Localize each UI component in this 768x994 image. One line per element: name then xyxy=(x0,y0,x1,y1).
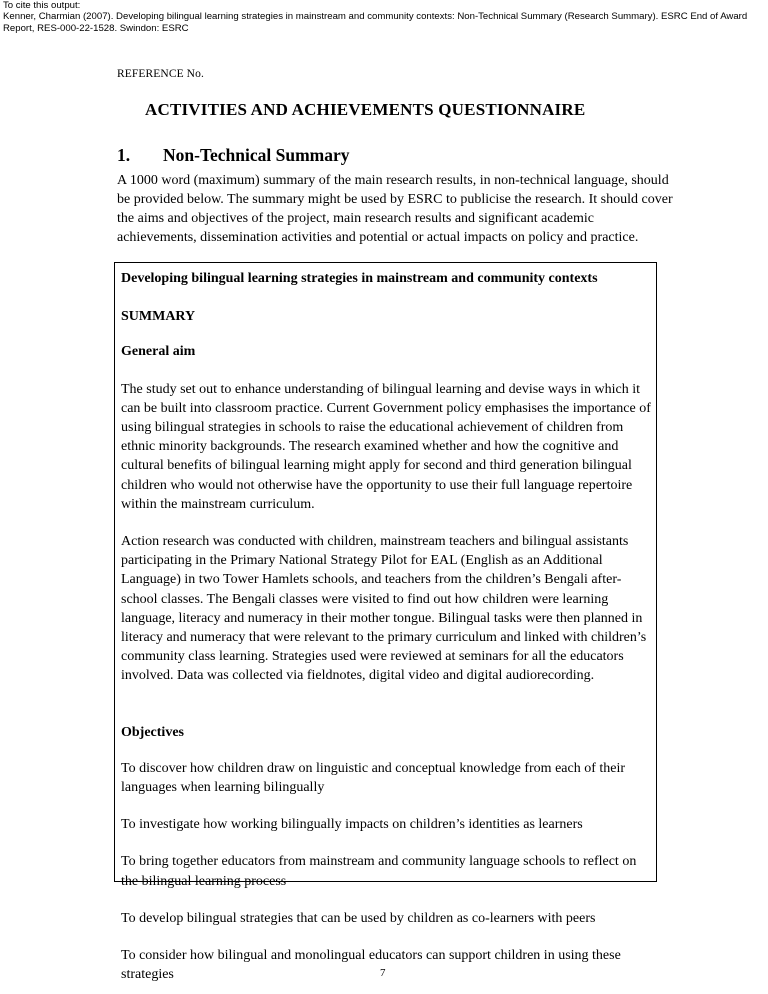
objective-item: To bring together educators from mainstream and community language schools to reflect on the bilingual learning process xyxy=(121,854,637,889)
objective-item: To develop bilingual strategies that can be used by children as co-learners with peers xyxy=(121,910,596,926)
general-aim-paragraph-2: Action research was conducted with children, mainstream teachers and bilingual assistants participating in the Primary National Strategy Pilot for EAL (English as an Additional Language) in two Tower Hamlets schools, and teachers from the children’s Bengali after-school classes. The Bengali classes were visited to find out how children were learning language, literacy and numeracy in their mother tongue. Bilingual tasks were then planned in literacy and numeracy that were relevant to the primary curriculum and linked with children’s community class learning. Strategies used were reviewed at seminars for all the educators involved. Data was collected via fieldnotes, digital video and digital audiorecording. xyxy=(121,534,647,684)
general-aim-heading: General aim xyxy=(121,344,196,360)
objective-item: To investigate how working bilingually impacts on children’s identities as learners xyxy=(121,817,583,833)
section-number: 1. xyxy=(117,145,131,165)
summary-box xyxy=(114,262,657,983)
citation-header xyxy=(3,0,765,34)
page-title: ACTIVITIES AND ACHIEVEMENTS QUESTIONNAIRE xyxy=(145,100,586,119)
summary-heading: SUMMARY xyxy=(121,309,196,325)
intro-paragraph: A 1000 word (maximum) summary of the main research results, in non-technical language, should be provided below. The summary might be used by ESRC to publicise the research. It should cover the aims and objectives of the project, main research results and significant academic achievements, dissemination activities and potential or actual impacts on policy and practice. xyxy=(117,173,673,245)
summary-title: Developing bilingual learning strategies in mainstream and community contexts xyxy=(121,271,598,286)
page-number: 7 xyxy=(380,967,386,979)
section-title: Non-Technical Summary xyxy=(163,145,350,165)
citation-intro: To cite this output: xyxy=(3,0,81,11)
objective-item: To consider how bilingual and monolingual educators can support children in using these strategies xyxy=(121,948,621,983)
reference-label: REFERENCE No. xyxy=(117,68,204,80)
objective-item: To discover how children draw on linguistic and conceptual knowledge from each of their languages when learning bilingually xyxy=(121,760,626,796)
citation-text: Kenner, Charmian (2007). Developing bilingual learning strategies in mainstream and community contexts: Non-Technical Summary (Research Summary). ESRC End of Award Report, RES-000-22-1528. Swindon: ESRC xyxy=(3,11,748,34)
objectives-heading: Objectives xyxy=(121,724,184,740)
general-aim-paragraph-1: The study set out to enhance understanding of bilingual learning and devise ways in which it can be built into classroom practice. Current Government policy emphasises the importance of using bilingual strategies in schools to raise the educational achievement of children from ethnic minority backgrounds. The research examined whether and how the cognitive and cultural benefits of bilingual learning might apply for second and third generation bilingual children who would not otherwise have the opportunity to use their full language repertoire within the mainstream curriculum. xyxy=(121,381,651,512)
